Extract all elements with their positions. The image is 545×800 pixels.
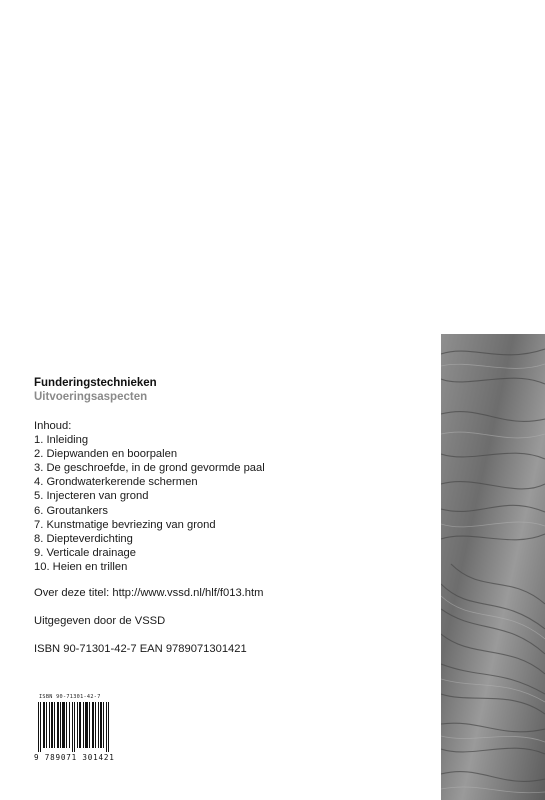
isbn-ean-line: ISBN 90-71301-42-7 EAN 9789071301421 (34, 643, 247, 655)
wood-grain-texture-image (441, 334, 545, 800)
contents-item: 1. Inleiding (34, 434, 89, 447)
contents-heading: Inhoud: (34, 420, 72, 432)
publisher-line: Uitgegeven door de VSSD (34, 615, 166, 627)
contents-item: 8. Diepteverdichting (34, 532, 133, 545)
barcode-bars (38, 702, 112, 752)
contents-item: 10. Heien en trillen (34, 560, 128, 573)
table-of-contents (34, 419, 265, 574)
contents-item: 7. Kunstmatige bevriezing van grond (34, 518, 216, 531)
book-title: Funderingstechnieken (34, 377, 157, 389)
contents-item: 5. Injecteren van grond (34, 490, 149, 503)
contents-item: 3. De geschroefde, in de grond gevormde paal (34, 462, 265, 475)
contents-item: 2. Diepwanden en boorpalen (34, 448, 178, 461)
contents-item: 6. Groutankers (34, 504, 108, 517)
contents-item: 4. Grondwaterkerende schermen (34, 476, 198, 489)
cover-photo-strip (441, 334, 545, 800)
barcode-isbn-text: ISBN 90-71301-42-7 (39, 694, 101, 700)
about-title-link-line[interactable]: Over deze titel: http://www.vssd.nl/hlf/f013.htm (34, 587, 264, 599)
barcode (34, 694, 114, 766)
book-subtitle: Uitvoeringsaspecten (34, 391, 148, 403)
barcode-digits: 9 789071 301421 (34, 753, 115, 762)
contents-item: 9. Verticale drainage (34, 546, 136, 559)
